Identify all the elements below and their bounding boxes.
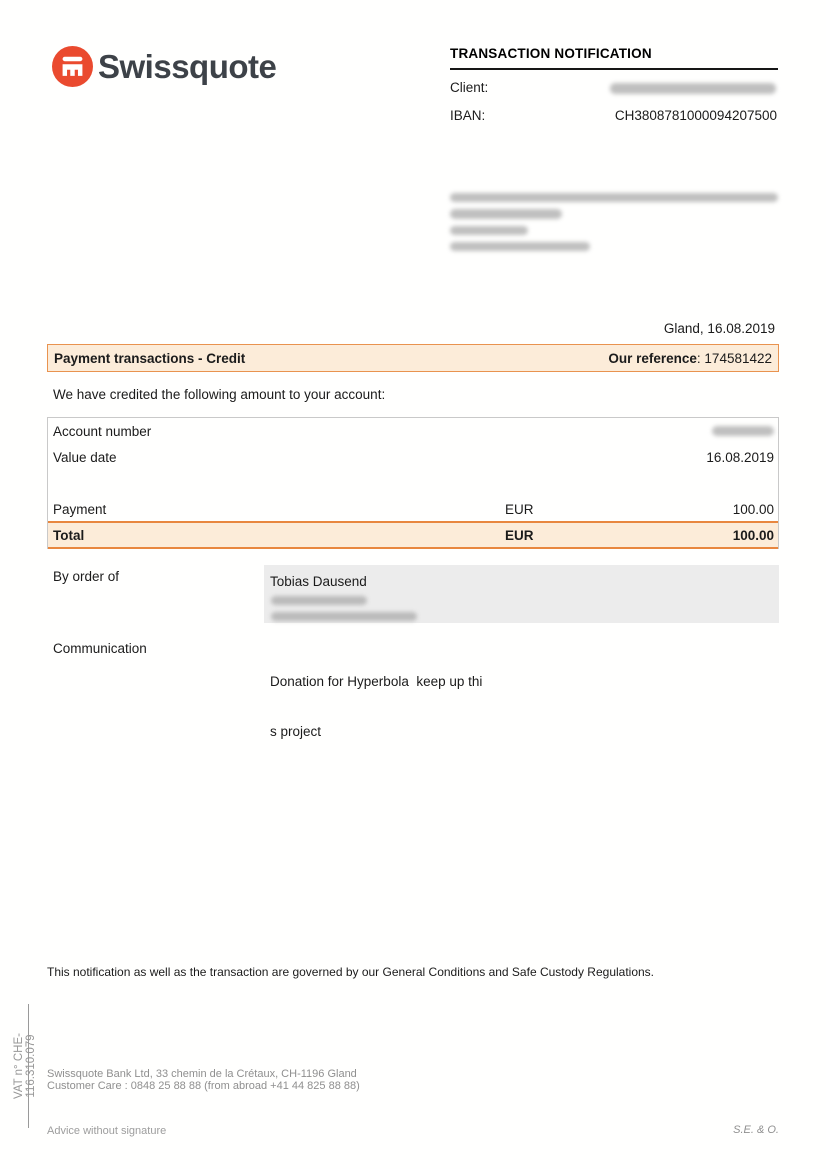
customer-care: Customer Care : 0848 25 88 88 (from abroad +41 44 825 88 88) bbox=[47, 1079, 360, 1092]
client-label: Client: bbox=[450, 80, 489, 95]
iban-row bbox=[450, 106, 778, 126]
payment-currency: EUR bbox=[505, 502, 534, 517]
vat-number-vertical: VAT n° CHE-116.310.079 bbox=[13, 1004, 29, 1128]
swissquote-bank-icon bbox=[52, 46, 93, 87]
address-line-redacted bbox=[450, 226, 528, 235]
payment-amount: 100.00 bbox=[732, 502, 774, 517]
table-row-total bbox=[48, 521, 778, 549]
payment-details-table bbox=[47, 417, 779, 549]
iban-label: IBAN: bbox=[450, 108, 486, 123]
errors-excepted-note: S.E. & O. bbox=[733, 1124, 779, 1136]
header-rule bbox=[450, 68, 778, 70]
our-reference-label: Our reference bbox=[608, 350, 697, 366]
payment-label: Payment bbox=[53, 502, 107, 517]
place-date: Gland, 16.08.2019 bbox=[663, 321, 775, 336]
by-order-of-label: By order of bbox=[53, 569, 120, 584]
account-number-label: Account number bbox=[53, 424, 152, 439]
address-line-redacted bbox=[450, 242, 590, 251]
bank-footer bbox=[47, 1069, 360, 1092]
reference-bar bbox=[47, 344, 779, 372]
communication-line2: s project bbox=[270, 723, 322, 739]
client-value-redacted bbox=[610, 83, 776, 94]
swissquote-logo bbox=[52, 46, 276, 87]
communication-label: Communication bbox=[53, 641, 147, 656]
total-currency: EUR bbox=[505, 528, 534, 543]
bank-address: Swissquote Bank Ltd, 33 chemin de la Crétaux, CH-1196 Gland bbox=[47, 1068, 357, 1080]
table-row-payment bbox=[48, 502, 778, 522]
orderer-detail-redacted bbox=[271, 596, 367, 605]
orderer-name: Tobias Dausend bbox=[270, 574, 367, 589]
table-row-account-number bbox=[48, 424, 778, 444]
address-line-redacted bbox=[450, 193, 778, 202]
account-number-value-redacted bbox=[712, 426, 774, 436]
table-row-value-date bbox=[48, 450, 778, 470]
iban-value: CH3808781000094207500 bbox=[614, 108, 777, 123]
value-date-value: 16.08.2019 bbox=[706, 450, 774, 465]
address-line-redacted bbox=[450, 209, 562, 219]
section-title: Payment transactions - Credit bbox=[54, 350, 246, 366]
intro-text: We have credited the following amount to your account: bbox=[53, 387, 386, 402]
by-order-of-box bbox=[264, 565, 779, 623]
orderer-detail-redacted bbox=[271, 612, 417, 621]
brand-name: Swissquote bbox=[98, 48, 277, 85]
document-title: TRANSACTION NOTIFICATION bbox=[450, 46, 652, 61]
value-date-label: Value date bbox=[53, 450, 117, 465]
total-label: Total bbox=[53, 528, 85, 543]
our-reference-value: : 174581422 bbox=[696, 350, 772, 366]
communication-value bbox=[270, 641, 520, 757]
our-reference bbox=[608, 351, 772, 366]
document-header bbox=[450, 46, 778, 126]
legal-notice: This notification as well as the transaction are governed by our General Conditions and Safe Custody Regulations. bbox=[47, 965, 655, 979]
recipient-address-block bbox=[450, 193, 780, 258]
client-row bbox=[450, 78, 778, 98]
total-amount: 100.00 bbox=[732, 528, 774, 543]
communication-line1: Donation for Hyperbola keep up thi bbox=[270, 674, 483, 689]
advice-note: Advice without signature bbox=[47, 1125, 167, 1137]
